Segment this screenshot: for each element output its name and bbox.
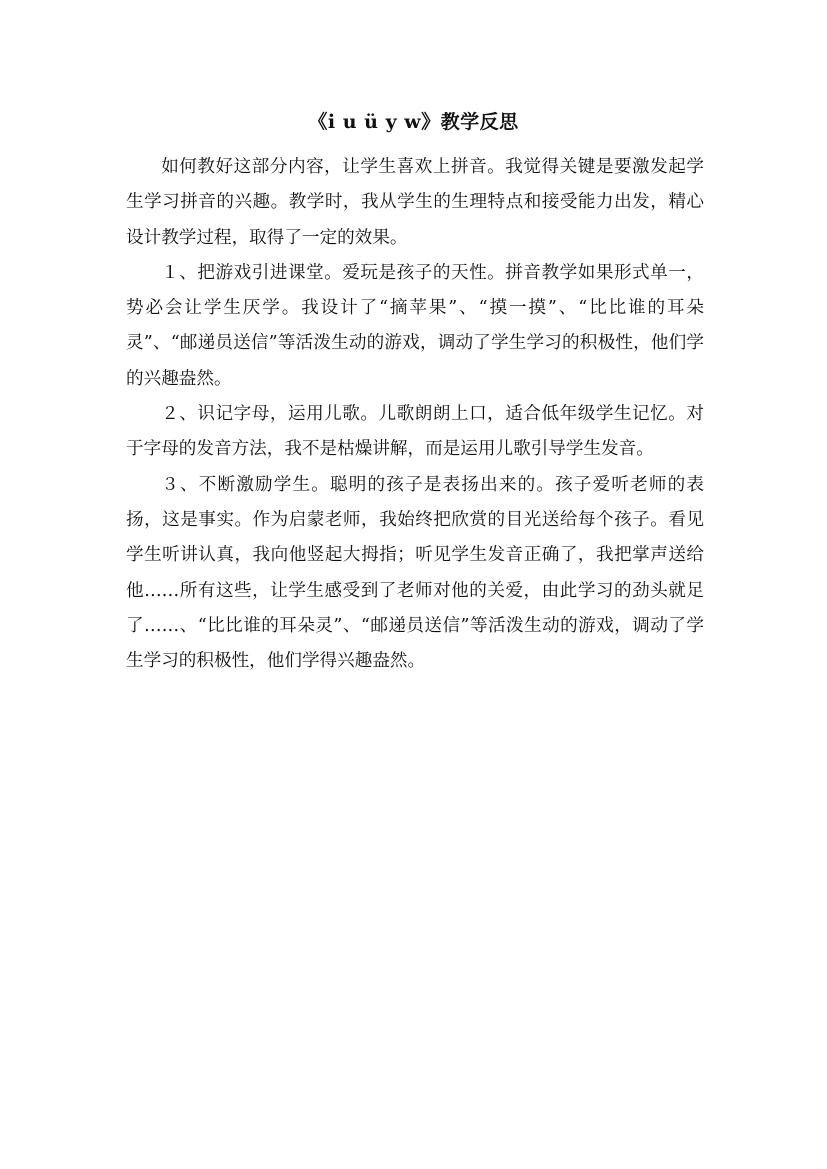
paragraph-point-1: １、把游戏引进课堂。爱玩是孩子的天性。拼音教学如果形式单一，势必会让学生厌学。我设计了“摘苹果”、“摸一摸”、“比比谁的耳朵灵”、“邮递员送信”等活泼生动的游戏，调动了学生学习的积极性，他们学的兴趣盎然。 [126,262,704,389]
paragraph-point-3: ３、不断激励学生。聪明的孩子是表扬出来的。孩子爱听老师的表扬，这是事实。作为启蒙老师，我始终把欣赏的目光送给每个孩子。看见学生听讲认真，我向他竖起大拇指；听见学生发音正确了，我把掌声送给他……所有这些，让学生感受到了老师对他的关爱，由此学习的劲头就足了……、“比比谁的耳朵灵”、“邮递员送信”等活泼生动的游戏，调动了学生学习的积极性，他们学得兴趣盎然。 [126,474,704,672]
paragraph-point-2: ２、识记字母，运用儿歌。儿歌朗朗上口，适合低年级学生记忆。对于字母的发音方法，我不是枯燥讲解，而是运用儿歌引导学生发音。 [126,404,704,460]
paragraph-intro: 如何教好这部分内容，让学生喜欢上拼音。我觉得关键是要激发起学生学习拼音的兴趣。教学时，我从学生的生理特点和接受能力出发，精心设计教学过程，取得了一定的效果。 [126,157,704,248]
document-title: 《i u ü y w》教学反思 [308,111,519,133]
document-body [126,150,704,679]
